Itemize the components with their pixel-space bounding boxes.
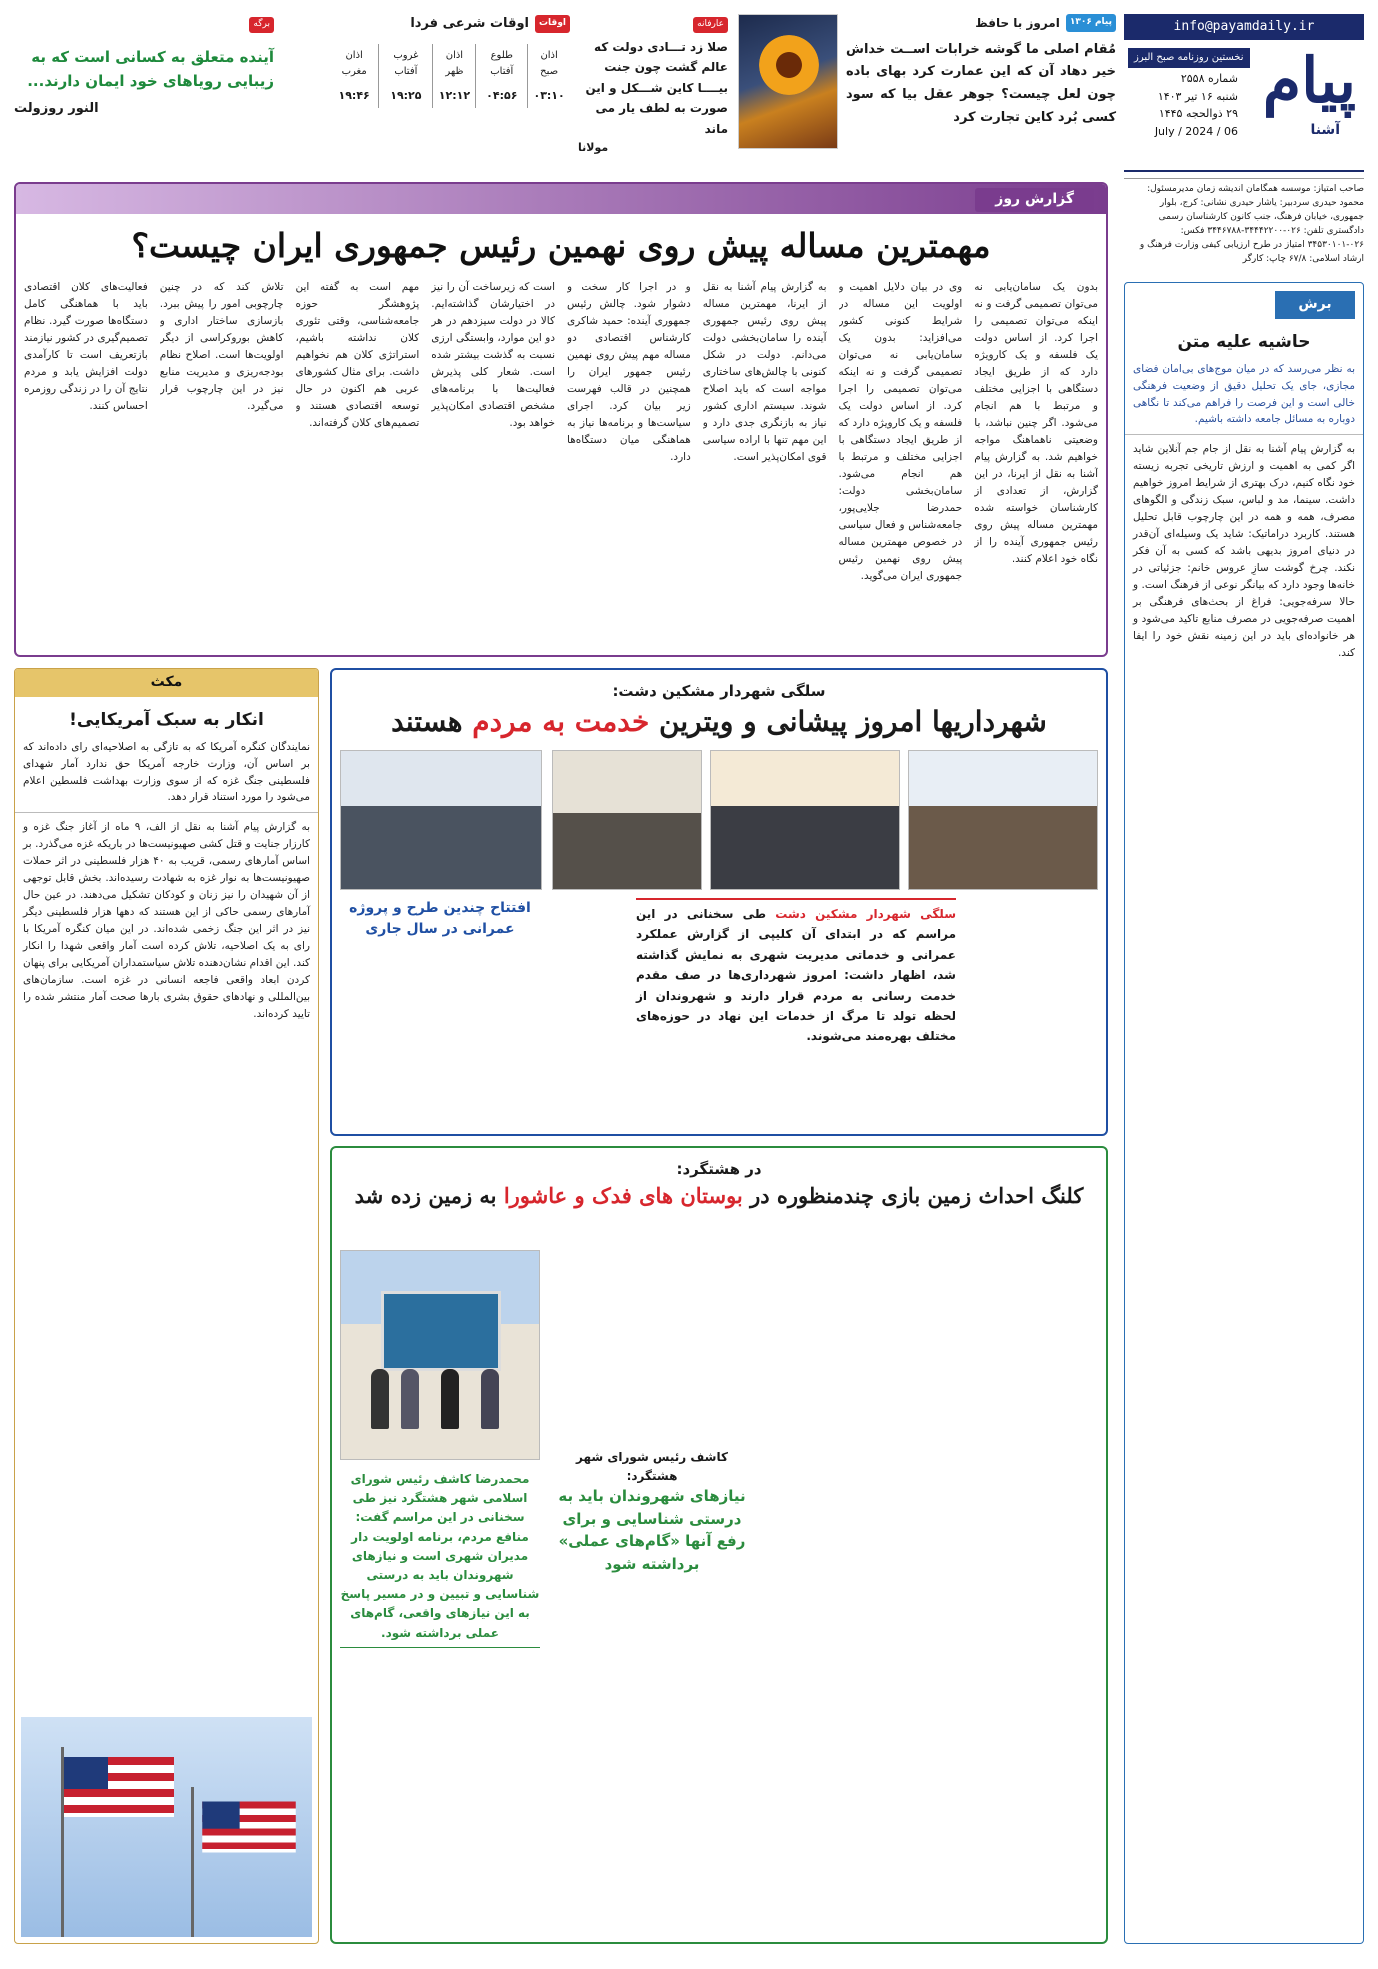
borsh-column [1124, 282, 1364, 1944]
daily-report-article [14, 182, 1108, 657]
article-columns [24, 279, 1098, 647]
prayer-value: ۱۹:۲۵ [379, 83, 433, 108]
article-column: وی در بیان دلایل اهمیت و اولویت این مساله در شرایط کنونی کشور می‌افزاید: بدون یک سامان‌یابی نه می‌توان تصمیمی گرفت و نه اینکه می‌توان تصمیمی را اجرا کرد. از اساس دولت یک فلسفه و یک کارویژه دارد که از طریق ایجاد دستگاهی با اجزایی مختلف و مرتبط با هم انجام می‌شود. سامان‌بخشی دولت: حمدرضا جلایی‌پور، جامعه‌شناس و فعال سیاسی در خصوص مهمترین مساله پیش روی نهمین رئیس جمهوری ایران می‌گوید. [838, 281, 963, 582]
issue-date-hijri: ۲۹ ذوالحجه ۱۴۴۵ [1158, 107, 1238, 121]
article-column: مهم است به گفته این پژوهشگر حوزه جامعه‌شناسی، وقتی تئوری کلان نداشته باشیم، استراتژی کلان هم نخواهیم داشت. برای مثال کشورهای عربی هم اکنون در حال توسعه اقتصادی هستند و تصمیم‌های کلان گرفته‌اند. [295, 281, 420, 429]
maks-title[interactable]: انکار به سبک آمریکایی! [69, 709, 264, 730]
prayer-label: اذان ظهر [433, 44, 476, 83]
quote-text: صلا زد تـــادی دولت که عالم گشت چون جنت بیــــا کاین شـــکل و این صورت به لطف یار می ماند [585, 39, 728, 136]
prayer-times-box [330, 14, 570, 154]
aphorism-badge: برگه [249, 17, 274, 33]
maks-intro: نمایندگان کنگره آمریکا که به تازگی به اصلاحیه‌ای رای داده‌اند که بر اساس آن، وزارت خارجه آمریکا حق ندارد آمار شهدای فلسطینی جنگ غزه که از سوی وزارت بهداشت فلسطین اعلام می‌شود را مورد استناد قرار دهد. [15, 739, 318, 813]
article-headline[interactable] [332, 1180, 1106, 1213]
issue-meta [1128, 70, 1238, 140]
hafez-poem-box [846, 14, 1116, 154]
photo-caption: محمدرضا کاشف رئیس شورای اسلامی شهر هشتگرد نیز طی سخنانی در این مراسم گفت: منافع مردم، برنامه اولویت دار مدیران شهری است و نیازهای شهروندان باید به درستی شناسایی و تبیین و در مسیر پاسخ به این نیازهای واقعی، گام‌های عملی برداشته شود. [340, 1470, 540, 1648]
article-kicker: در هشتگرد: [676, 1160, 762, 1178]
prayer-value: ۰۳:۱۰ [528, 83, 570, 108]
article-column: است که زیرساخت آن را نیز در اختیارشان گذاشته‌ایم. کالا در دولت سیزدهم در هر دو این موارد، وابستگی ارزی نسبت به گذشت بیشتر شده است. شعار کلی پذیرش فعالیت‌ها با برنامه‌های مشخص اقتصادی امکان‌پذیر خواهد بود. [431, 281, 555, 429]
hashtgerd-article [330, 1146, 1108, 1944]
article-photo [552, 750, 702, 890]
borsh-title[interactable]: حاشیه علیه متن [1177, 331, 1311, 352]
rumi-quote-box [578, 14, 728, 154]
prayer-value: ۱۹:۴۶ [338, 89, 370, 103]
flower-icon [759, 35, 819, 95]
groundbreaking-photo [340, 1250, 540, 1460]
flag-pole [191, 1787, 194, 1937]
newspaper-tagline: نخستین روزنامه صبح البرز [1128, 48, 1250, 68]
pull-quote [636, 898, 956, 1047]
sub-title[interactable]: نیازهای شهروندان باید به درستی شناسایی و برای رفع آنها «گام‌های عملی» برداشته شود [558, 1487, 746, 1573]
headline-part: به زمین زده شد [354, 1183, 497, 1208]
article-photo [710, 750, 900, 890]
us-flags-photo [21, 1717, 312, 1937]
article-kicker: سلگی شهردار مشکین دشت: [612, 682, 826, 700]
us-flag-icon [202, 1802, 296, 1853]
article-column: و در اجرا کار سخت و دشوار شود. چالش رئیس جمهوری آینده: حمید شاکری کارشناس اقتصادی دو مساله مهم پیش روی نهمین رئیس جمهور ایران را همچنین در قالب فهرست زیر بیان کرد. اجرای سیاست‌ها و برنامه‌ها نیاز به هماهنگی میان دستگاه‌ها دارد. [567, 281, 691, 463]
article-column: بدون یک سامان‌یابی نه می‌توان تصمیمی گرفت و نه اینکه می‌توان تصمیمی را اجرا کرد. از اساس دولت یک فلسفه و یک کارویژه دارد که از طریق ایجاد دستگاهی با اجزایی مختلف و مرتبط با هم انجام می‌شود. اگر چنین نباشد، با وضعیتی ناهماهنگ مواجه خواهیم شد. به گزارش پیام آشنا به نقل از ایرنا، در این گزارش، از تعدادی از کارشناسان خواسته شده مهمترین مساله پیش روی رئیس جمهوری آینده را از نگاه خود اعلام کنند. [974, 281, 1098, 565]
sub-article [552, 1448, 752, 1575]
prayer-label: طلوع آفتاب [476, 44, 528, 83]
section-bar [16, 184, 1106, 214]
person-icon [401, 1369, 419, 1429]
article-photo [908, 750, 1098, 890]
prayer-value: ۰۴:۵۶ [476, 83, 528, 108]
poem-title: امروز با حافظ [975, 16, 1060, 30]
pull-quote-text: طی سخنانی در این مراسم که در ابتدای آن کلیپی از گزارش عملکرد عمرانی و خدماتی مدیریت شهری به نمایش گذاشته شد، اظهار داشت: امروز شهرداری‌ها در صف مقدم خدمت رسانی به مردم قرار دارند و شهروندان از لحظه تولد تا مرگ از خدمات این نهاد در حوزه‌های مختلف بهره‌مند می‌شوند. [636, 907, 956, 1044]
quote-author: مولانا [578, 140, 609, 154]
prayer-label: اذان صبح [528, 44, 570, 83]
prayer-label: اذان مغرب [341, 50, 367, 77]
publisher-info: صاحب امتیاز: موسسه همگامان اندیشه زمان مدیرمسئول: محمود حیدری سردبیر: یاشار حیدری نشانی: کرج، بلوار جمهوری، خیابان فرهنگ، جنب کانون کارشناسان رسمی دادگستری تلفن: ۰۲۶-۳۴۴۴۲۲۰۰-۳۴۴۶۷۸۸ فکس: ۰۲۶-۳۴۵۳۰۱۰۱ امتیاز در طرح ارزیابی کیفی وزارت فرهنگ و ارشاد اسلامی: ۶۷/۸ چاپ: کارگر [1124, 178, 1364, 273]
prayer-label: غروب آفتاب [379, 44, 433, 83]
flower-photo [738, 14, 838, 149]
article-column: به گزارش پیام آشنا به نقل از ایرنا، مهمترین مساله پیش روی رئیس جمهوری آینده را سامان‌بخشی دولت می‌دانم. دولت در شکل کنونی با چالش‌های ساختاری مواجه است که باید اصلاح شوند. سیستم اداری کشور نیاز به بازنگری جدی دارد و این مهم تنها با اراده سیاسی قوی امکان‌پذیر است. [702, 281, 827, 463]
quote-badge: عارفانه [693, 17, 728, 33]
person-icon [481, 1369, 499, 1429]
aphorism-author: النور روزولت [14, 100, 99, 116]
newspaper-logo-sub: آشنا [1310, 122, 1340, 139]
prayer-badge: اوقات [535, 15, 570, 33]
poem-verses: مُقام اصلی ما گوشه خرابات اســت خداش خیر دهاد آن که این عمارت کرد بهای باده چون لعل چیست؟ جوهر عقل بیا که سود کسی بُرد کاین تجارت کرد [846, 41, 1116, 125]
headline-part: کلنگ احداث زمین بازی چندمنظوره در [750, 1183, 1084, 1208]
maks-tab: مکث [15, 669, 318, 697]
article-photo [340, 750, 542, 890]
headline-highlight: خدمت به مردم [472, 705, 650, 738]
borsh-body: به گزارش پیام آشنا به نقل از جام جم آنلاین شاید اگر کمی به اهمیت و ارزش تاریخی تجربه زیسته خود نگاه کنیم، درک بهتری از شرایط امروز خواهیم داشت. سینما، مد و لباس، سبک زندگی و الگوهای مصرف، همه و همه در این چارچوب قابل تحلیل هستند. کاربرد دراماتیک: شاید یک وسیله‌ای آن‌قدر در دنیای امروز بدیهی باشد که کسی به آن فکر نکند. چرخ گوشت سازِ عروس خانم: جزئیاتی در خانه‌ها وجود دارد که بیانگر نوعی از فرهنگ است. و حالا سرفه‌جویی: فراغ از بحث‌های فرهنگی بر اهمیت صرفه‌جویی در مصرف منابع تاکید می‌شود و هر خانواده‌ای باید در این زمینه نقش خود را ایفا کند. [1133, 443, 1355, 660]
article-column: فعالیت‌های کلان اقتصادی باید با هماهنگی کامل دستگاه‌ها صورت گیرد. نظام تصمیم‌گیری در کشور نیازمند بازتعریف است تا کارآمدی دولت افزایش یابد و مردم نتایج آن را در زندگی روزمره احساس کنند. [24, 281, 148, 412]
issue-date-en: 06 / July / 2024 [1154, 124, 1238, 138]
prayer-times-head [330, 14, 570, 34]
poem-badge: پیام ۱۳۰۶ [1066, 14, 1116, 32]
newspaper-logo[interactable]: پیام [1262, 44, 1356, 118]
headline-highlight: بوستان های فدک و عاشورا [503, 1183, 743, 1208]
issue-date-fa: شنبه ۱۶ تیر ۱۴۰۳ [1157, 89, 1238, 103]
sub-kicker: کاشف رئیس شورای شهر هشتگرد: [576, 1450, 728, 1483]
headline-part: هستند [391, 705, 463, 738]
banner-icon [381, 1291, 501, 1371]
us-flag-icon [64, 1757, 174, 1817]
person-icon [441, 1369, 459, 1429]
maks-body: به گزارش پیام آشنا به نقل از الف، ۹ ماه از آغاز جنگ غزه و کارزار جنایت و قتل کشی صهیونیست‌ها در باریکه غزه می‌گذرد. بر اساس آمارهای رسمی، قریب به ۴۰ هزار فلسطینی در اثر حملات صهیونیست‌ها به نوار غزه به شهادت رسیده‌اند. بخش قابل توجهی از آن شهیدان را نیز زنان و کودکان تشکیل می‌دهند. در عین حال آمارهای رسمی حاکی از این هستند که دهها هزار فلسطینی دیگر نیز در اثر این جنگ زخمی شده‌اند. در این میان کنگره آمریکا با رای به یک اصلاحیه، تلاش کرده است آمار واقعی شهدا را انکار کند. این اقدام نشان‌دهنده تلاش سیاستمداران آمریکایی برای پنهان کردن ابعاد واقعی فاجعه انسانی در غزه است. سازمان‌های بین‌المللی و نهادهای حقوق بشری بارها صحت آمار منتشر شده را تایید کرده‌اند. [23, 821, 310, 1021]
headline-part: شهرداریها امروز پیشانی و ویترین [659, 705, 1047, 738]
prayer-value: ۱۲:۱۲ [433, 83, 476, 108]
article-column: تلاش کند که در چنین چارچوبی امور را پیش ببرد. بازسازی ساختار اداری و کاهش بوروکراسی از دیگر اولویت‌ها است. اصلاح نظام بودجه‌ریزی و مدیریت منابع نیز در این چارچوب قرار می‌گیرد. [159, 281, 284, 412]
masthead [1124, 14, 1364, 194]
article-subtitle: افتتاح چندین طرح و پروژه عمرانی در سال جاری [349, 900, 531, 937]
email-address[interactable]: info@payamdaily.ir [1124, 14, 1364, 40]
aphorism-text: آینده متعلق به کسانی است که به زیبایی رویاهای خود ایمان دارند... [27, 47, 274, 90]
municipality-article [330, 668, 1108, 1136]
borsh-tab: برش [1275, 291, 1355, 319]
prayer-values-row [330, 83, 570, 108]
issue-number: شماره ۲۵۵۸ [1180, 72, 1238, 86]
person-icon [371, 1369, 389, 1429]
maks-column [14, 668, 319, 1944]
prayer-title: اوقات شرعی فردا [410, 16, 529, 31]
pull-quote-speaker: سلگی شهردار مشکین دشت [775, 907, 956, 921]
prayer-times-table [330, 44, 570, 108]
poem-title-row [846, 14, 1116, 33]
prayer-labels-row [330, 44, 570, 83]
article-headline[interactable]: مهمترین مساله پیش روی نهمین رئیس جمهوری ایران چیست؟ [131, 226, 991, 265]
section-label: گزارش روز [975, 188, 1094, 212]
aphorism-box [14, 14, 274, 154]
logo-area [1124, 40, 1364, 172]
article-headline[interactable] [332, 700, 1106, 743]
borsh-intro: به نظر می‌رسد که در میان موج‌های بی‌امان فضای مجازی، جای یک تحلیل دقیق از وضعیت فرهنگی خالی است و این فرصت را فراهم می‌کند تا نگاهی دوباره به مسائل جامعه داشته باشیم. [1125, 361, 1363, 435]
